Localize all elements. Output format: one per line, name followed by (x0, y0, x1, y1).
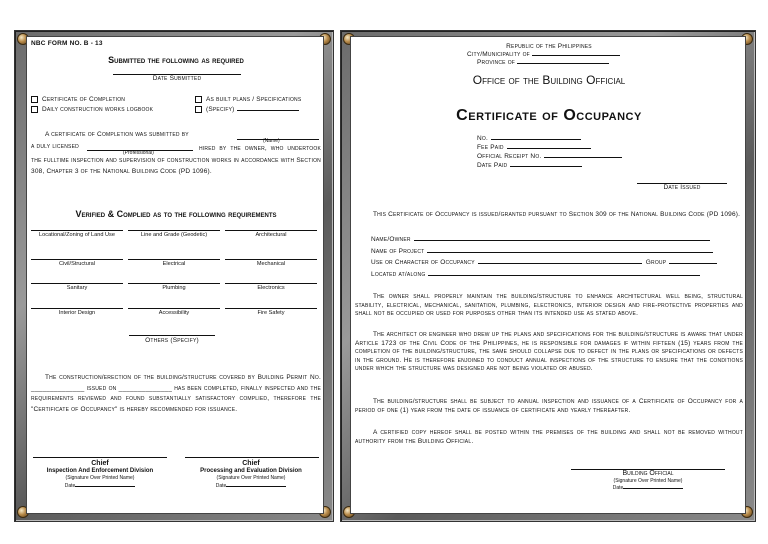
date-submitted-label: Date Submitted (152, 75, 202, 82)
right-form-sheet (350, 36, 746, 514)
checkbox-icon (195, 106, 202, 113)
posting-paragraph: A certified copy hereof shall be posted within the premises of the building and shall not be removed without authority from the Building Official. (355, 429, 743, 445)
fee-field-0: No. (477, 135, 581, 142)
inspection-paragraph: The building/structure shall be subject to annual inspection and issuance of a Certificate of Occupancy for a period of one (1) year from the date of issuance of certificate and yearly thereafter. (355, 398, 743, 414)
republic-label: Republic of the Philippines (506, 43, 592, 50)
checkbox-as-built[interactable]: As built plans / Specifications (195, 96, 301, 103)
fee-field-3: Date Paid (477, 162, 582, 169)
requirement-label: Electronics (257, 285, 285, 291)
official-signature-block: Building Official (Signature Over Printed Name) Date (612, 470, 683, 491)
intro-paragraph: This Certificate of Occupancy is issued/granted pursuant to Section 309 of the National Building Code (PD 1096). (373, 211, 741, 218)
checkbox-logbook[interactable]: Daily construction works logbook (31, 106, 153, 113)
fee-field-1: Fee Paid (477, 144, 591, 151)
info-field: Name/Owner (371, 236, 710, 243)
verified-heading: Verified & Complied as to the following requirements (75, 209, 277, 219)
info-field: Located at/along (371, 271, 700, 278)
checkbox-completion[interactable]: Certificate of Completion (31, 96, 125, 103)
completion-statement: The construction/erection of the building/structure covered by Building Permit No. ______________ issued on ______________ has been completed, finally inspected and the requirements reviewed and found substantially satisfactory complied, therefore the "Certificate of Occupancy" is hereby recommended for issuance. (31, 374, 321, 413)
requirement-label: Civil/Structural (58, 261, 96, 267)
requirement-label: Plumbing (162, 285, 186, 291)
certificate-title: Certificate of Occupancy (456, 107, 642, 124)
requirement-label: Fire Safety (257, 310, 285, 316)
requirement-label: Mechanical (256, 261, 286, 267)
requirement-label: Accessibility (158, 310, 190, 316)
owner-paragraph: The owner shall properly maintain the building/structure to enhance architectural well being, structural stability, electrical, mechanical, sanitation, plumbing, electronics, interior design and fire-protective properties and shall not be occupied or used for purposes other than its intended use as stated above. (355, 293, 743, 318)
requirement-label: Sanitary (66, 285, 88, 291)
completion-para-c: hired by the owner, who undertook the fulltime inspection and supervision of construction works in accordance with Section 308, Chapter 3 of the National Building Code (PD 1096). (31, 145, 321, 175)
checkbox-icon (31, 96, 38, 103)
info-field: Use or Character of Occupancy Group (371, 259, 717, 266)
requirement-label: Electrical (162, 261, 186, 267)
checkbox-icon (31, 106, 38, 113)
office-title: Office of the Building Official (472, 73, 626, 87)
completion-para-b: a duly licensed (31, 143, 79, 150)
completion-para-a: A certificate of Completion was submitted by (45, 131, 189, 138)
city-label: City/Municipality of (467, 51, 620, 58)
left-form-sheet (26, 36, 324, 514)
sig2-block: Chief Processing and Evaluation Division (Signature Over Printed Name) Date (200, 460, 302, 489)
date-issued-label: Date Issued (663, 184, 701, 191)
info-field: Name of Project (371, 248, 713, 255)
requirement-label: Locational/Zoning of Land Use (39, 232, 115, 238)
sig1-block: Chief Inspection And Enforcement Division (Signature Over Printed Name) Date (46, 460, 154, 489)
submitted-heading: Submitted the following as required (108, 55, 244, 65)
requirement-label: Line and Grade (Geodetic) (140, 232, 208, 238)
requirement-label: Architectural (255, 232, 287, 238)
architect-paragraph: The architect or engineer who drew up the plans and specifications for the building/structure is aware that under Article 1723 of the Civil Code of the Philippines, he is responsible for damages if within fifteen (15) years from the completion of the building/structure, the same should collapse due to defect in the plans or specifications or defects in the ground. He is therefore enjoined to conduct annual inspections of the structure to ensure that the conditions under which the structure was designed are not being violated or abused. (355, 331, 743, 373)
others-label: Others (Specify) (145, 337, 199, 344)
checkbox-icon (195, 96, 202, 103)
requirement-label: Interior Design (58, 310, 96, 316)
checkbox-specify[interactable]: (Specify) (195, 106, 299, 113)
fee-field-2: Official Receipt No. (477, 153, 622, 160)
province-label: Province of (477, 59, 609, 66)
form-number: NBC FORM NO. B - 13 (31, 40, 103, 47)
name-hint: (Name) (263, 138, 280, 144)
professional-hint: (Professional) (123, 150, 154, 156)
